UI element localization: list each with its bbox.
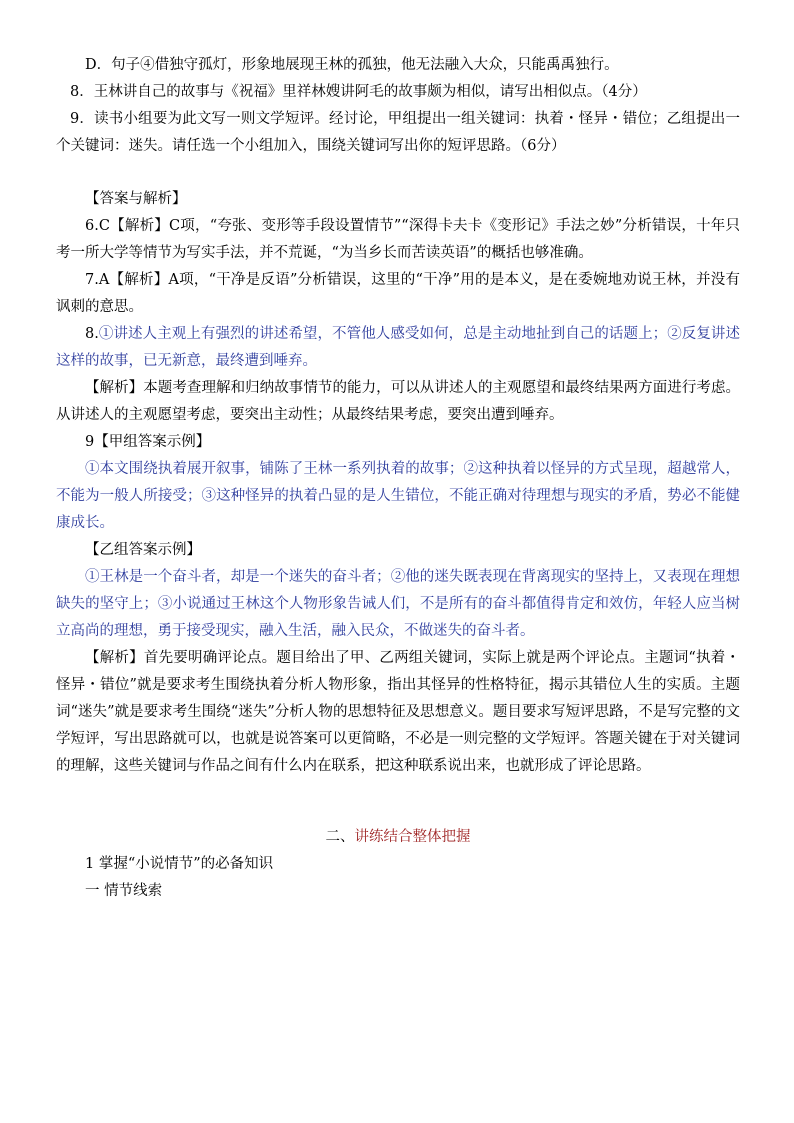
spacer [56, 160, 740, 186]
section-title-text: 讲练结合整体把握 [354, 829, 471, 845]
document-page [56, 52, 740, 905]
answer-9-jia-label: 9【甲组答案示例】 [85, 434, 211, 450]
answer-9-jia [56, 456, 740, 537]
answer-8 [56, 321, 740, 375]
section-title-prefix: 二、 [325, 829, 355, 845]
question-8: 8．王林讲自己的故事与《祝福》里祥林嫂讲阿毛的故事颇为相似，请写出相似点。（4分） [70, 84, 647, 100]
answer-9-jia-text: ①本文围绕执着展开叙事，铺陈了王林一系列执着的故事；②这种执着以怪异的方式呈现，超越常人，不能为一般人所接受；③这种怪异的执着凸显的是人生错位，不能正确对待理想与现实的矛盾，势必不能健康成长。 [56, 461, 740, 531]
answer-6: 6.C【解析】C项，“夸张、变形等手段设置情节”“深得卡夫卡《变形记》手法之妙”分析错误，十年只考一所大学等情节为写实手法，并不荒诞，“为当乡长而苦读英语”的概括也够准确。 [56, 218, 740, 261]
answer-7: 7.A【解析】A项，“干净是反语”分析错误，这里的“干净”用的是本义，是在委婉地劝说王林，并没有讽刺的意思。 [56, 272, 740, 315]
question-9: 9．读书小组要为此文写一则文学短评。经讨论，甲组提出一组关键词：执着・怪异・错位；乙组提出一个关键词：迷失。请任选一个小组加入，围绕关键词写出你的短评思路。（6分） [56, 111, 740, 154]
answer-9-yi-label: 【乙组答案示例】 [85, 542, 201, 558]
question-option-d: D．句子④借独守孤灯，形象地展现王林的孤独，他无法融入大众，只能禹禹独行。 [85, 57, 619, 73]
answer-9-yi-text: ①王林是一个奋斗者，却是一个迷失的奋斗者；②他的迷失既表现在背离现实的坚持上，又表现在理想缺失的坚守上；③小说通过王林这个人物形象告诫人们，不是所有的奋斗都值得肯定和效仿，年轻人应当树立高尚的理想，勇于接受现实，融入生活，融入民众，不做迷失的奋斗者。 [56, 569, 740, 639]
answer-9-analysis: 【解析】首先要明确评论点。题目给出了甲、乙两组关键词，实际上就是两个评论点。主题词“执着・怪异・错位”就是要求考生围绕执着分析人物形象，指出其怪异的性格特征，揭示其错位人生的实质。主题词“迷失”就是要求考生围绕“迷失”分析人物的思想特征及思想意义。题目要求写短评思路，不是写完整的文学短评，写出思路就可以，也就是说答案可以更简略，不必是一则完整的文学短评。答题关键在于对关键词的理解，这些关键词与作品之间有什么内在联系，把这种联系说出来，也就形成了评论思路。 [56, 650, 740, 774]
section-item-1: 1 掌握“小说情节”的必备知识 [85, 856, 274, 872]
answer-8-text: ①讲述人主观上有强烈的讲述希望，不管他人感受如何，总是主动地扯到自己的话题上；②反复讲述这样的故事，已无新意，最终遭到唾弃。 [56, 326, 740, 369]
section-item-2: 一 情节线索 [85, 883, 163, 899]
answer-8-number: 8. [85, 326, 99, 342]
section-title [56, 824, 740, 851]
answer-9-yi [56, 564, 740, 645]
answers-heading: 【答案与解析】 [85, 191, 187, 207]
spacer [56, 780, 740, 806]
answer-8-analysis: 【解析】本题考查理解和归纳故事情节的能力，可以从讲述人的主观愿望和最终结果两方面进行考虑。从讲述人的主观愿望考虑，要突出主动性；从最终结果考虑，要突出遭到唾弃。 [56, 380, 740, 423]
